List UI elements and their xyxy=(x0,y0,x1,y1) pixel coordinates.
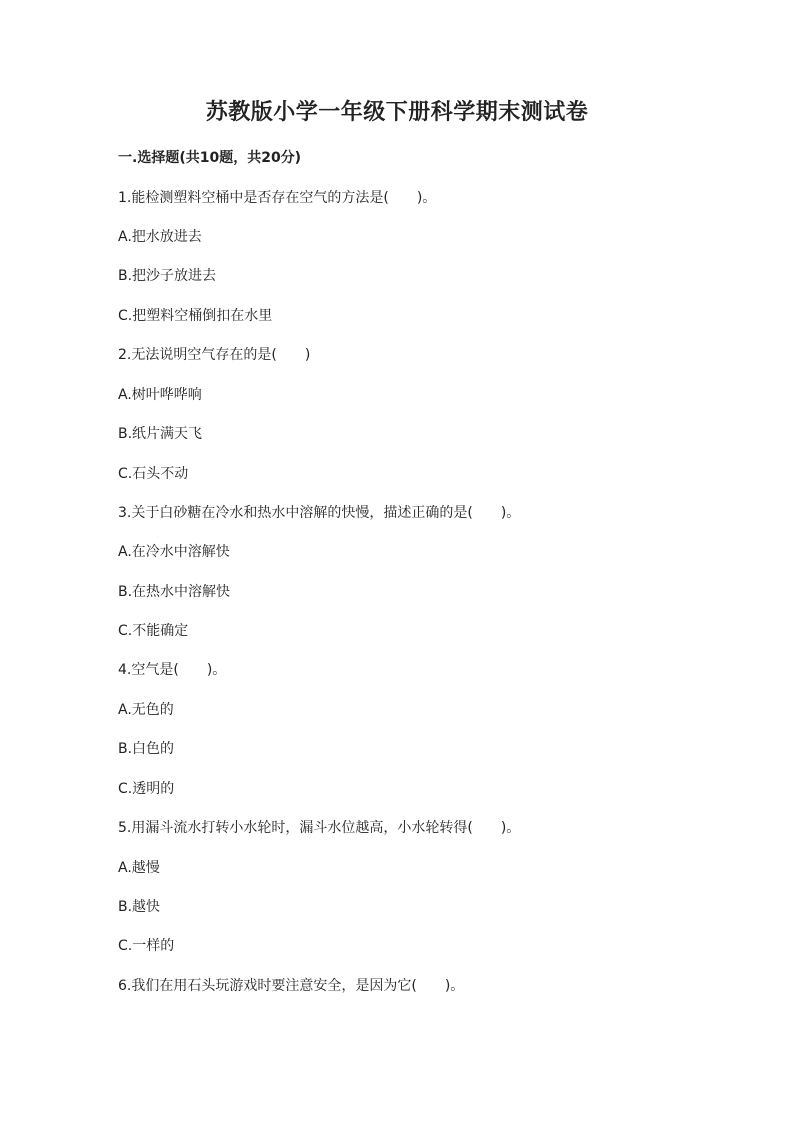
option-3b: B.在热水中溶解快 xyxy=(118,584,231,600)
option-5b: B.越快 xyxy=(118,899,161,915)
option-1a: A.把水放进去 xyxy=(118,229,202,245)
option-4a: A.无色的 xyxy=(118,702,174,718)
option-1b: B.把沙子放进去 xyxy=(118,268,217,284)
question-5: 5.用漏斗流水打转小水轮时，漏斗水位越高，小水轮转得( )。 xyxy=(118,820,521,836)
option-2b: B.纸片满天飞 xyxy=(118,426,203,442)
option-2a: A.树叶哗哗响 xyxy=(118,387,202,403)
page-title: 苏教版小学一年级下册科学期末测试卷 xyxy=(205,99,589,125)
section-heading: 一.选择题(共10题，共20分) xyxy=(118,150,302,166)
option-4b: B.白色的 xyxy=(118,741,175,757)
question-6: 6.我们在用石头玩游戏时要注意安全，是因为它( )。 xyxy=(118,978,465,994)
option-4c: C.透明的 xyxy=(118,781,175,797)
option-5a: A.越慢 xyxy=(118,860,160,876)
question-2: 2.无法说明空气存在的是( ) xyxy=(118,347,311,363)
option-3c: C.不能确定 xyxy=(118,623,189,639)
option-5c: C.一样的 xyxy=(118,938,175,954)
question-4: 4.空气是( )。 xyxy=(118,662,227,678)
option-1c: C.把塑料空桶倒扣在水里 xyxy=(118,308,273,324)
option-2c: C.石头不动 xyxy=(118,466,189,482)
question-1: 1.能检测塑料空桶中是否存在空气的方法是( )。 xyxy=(118,190,437,206)
question-3: 3.关于白砂糖在冷水和热水中溶解的快慢，描述正确的是( )。 xyxy=(118,505,521,521)
option-3a: A.在冷水中溶解快 xyxy=(118,544,230,560)
